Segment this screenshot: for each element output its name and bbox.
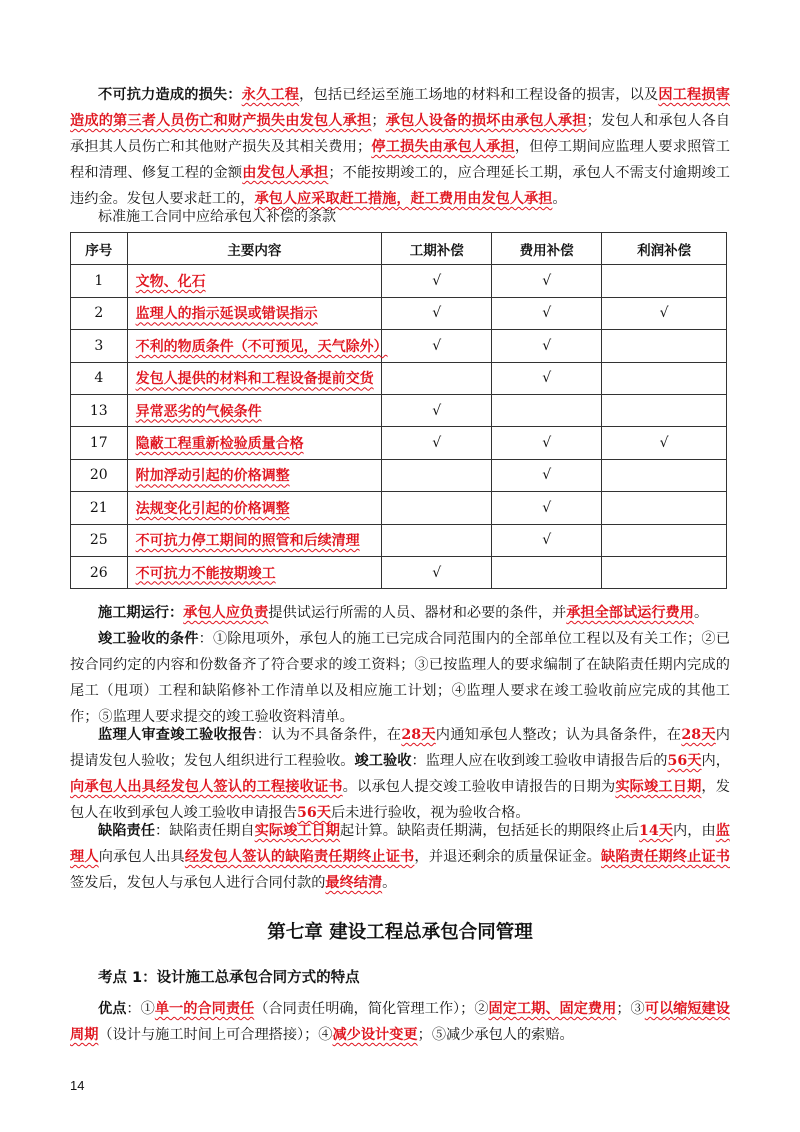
chapter-title: 第七章 建设工程总承包合同管理 xyxy=(267,922,533,943)
cell-no: 3 xyxy=(71,330,128,362)
cell-profit: √ xyxy=(602,297,727,329)
header-profit-comp: 利润补偿 xyxy=(602,233,727,265)
table-row xyxy=(71,394,727,426)
cell-profit xyxy=(602,265,727,297)
paragraph-force-majeure: 不可抗力造成的损失：永久工程，包括已经运至施工场地的材料和工程设备的损害，以及因工程损害造成的第三者人员伤亡和财产损失由发包人承担；承包人设备的损坏由承包人承担；发包人和承包人各自承担其人员伤亡和其他财产损失及其相关费用；停工损失由承包人承担，但停工期间应监理人要求照管工程和清理、修复工程的金额由发包人承担；不能按期竣工的，应合理延长工期，承包人不需支付逾期竣工违约金。发包人要求赶工的，承包人应采取赶工措施，赶工费用由发包人承担。 xyxy=(70,87,730,207)
cell-cost: √ xyxy=(492,265,602,297)
page-number: 14 xyxy=(70,1078,85,1093)
cell-cost: √ xyxy=(492,524,602,556)
term-acceptance-conditions: 竣工验收的条件 xyxy=(98,631,199,647)
cell-time xyxy=(382,362,492,394)
term-trial-run: 施工期运行： xyxy=(98,605,184,621)
cell-content: 附加浮动引起的价格调整 xyxy=(127,459,382,491)
paragraph-acceptance-conditions: 竣工验收的条件：①除甩项外，承包人的施工已完成合同范围内的全部单位工程以及有关工作；②已按合同约定的内容和份数备齐了符合要求的竣工资料；③已按监理人的要求编制了在缺陷责任期内完成的尾工（甩项）工程和缺陷修补工作清单以及相应施工计划；④监理人要求在竣工验收前应完成的其他工作；⑤监理人要求提交的竣工验收资料清单。 xyxy=(70,631,730,725)
cell-no: 1 xyxy=(71,265,128,297)
cell-profit xyxy=(602,556,727,588)
section-heading: 考点 1：设计施工总承包合同方式的特点 xyxy=(98,970,360,986)
paragraph-acceptance-review: 监理人审查竣工验收报告：认为不具备条件，在28天内通知承包人整改；认为具备条件，在28天内提请发包人验收；发包人组织进行工程验收。竣工验收：监理人应在收到竣工验收申请报告后的56天内，向承包人出具经发包人签认的工程接收证书。以承包人提交竣工验收申请报告的日期为实际竣工日期，发包人在收到承包人竣工验收申请报告56天后未进行验收，视为验收合格。 xyxy=(70,727,730,821)
cell-cost: √ xyxy=(492,492,602,524)
paragraph-advantages: 优点：①单一的合同责任（合同责任明确，简化管理工作）；②固定工期、固定费用；③可以缩短建设周期（设计与施工时间上可合理搭接）；④减少设计变更；⑤减少承包人的索赔。 xyxy=(70,1001,730,1043)
cell-time: √ xyxy=(382,265,492,297)
cell-cost: √ xyxy=(492,427,602,459)
table-row xyxy=(71,524,727,556)
table-caption: 标准施工合同中应给承包人补偿的条款 xyxy=(98,209,336,225)
paragraph-defect-liability: 缺陷责任：缺陷责任期自实际竣工日期起计算。缺陷责任期满，包括延长的期限终止后14天内，由监理人向承包人出具经发包人签认的缺陷责任期终止证书，并退还剩余的质量保证金。缺陷责任期终止证书签发后，发包人与承包人进行合同付款的最终结清。 xyxy=(70,823,730,891)
cell-profit xyxy=(602,394,727,426)
table-row xyxy=(71,492,727,524)
cell-time: √ xyxy=(382,394,492,426)
cell-time: √ xyxy=(382,427,492,459)
header-cost-comp: 费用补偿 xyxy=(492,233,602,265)
cell-cost xyxy=(492,394,602,426)
header-no: 序号 xyxy=(71,233,128,265)
term-defect-liability: 缺陷责任 xyxy=(98,823,155,839)
table-row xyxy=(71,330,727,362)
cell-content: 异常恶劣的气候条件 xyxy=(127,394,382,426)
cell-profit xyxy=(602,492,727,524)
cell-no: 13 xyxy=(71,394,128,426)
cell-content: 不可抗力不能按期竣工 xyxy=(127,556,382,588)
cell-no: 21 xyxy=(71,492,128,524)
cell-content: 隐蔽工程重新检验质量合格 xyxy=(127,427,382,459)
compensation-table xyxy=(70,232,727,589)
cell-no: 4 xyxy=(71,362,128,394)
paragraph-trial-run: 施工期运行：承包人应负责提供试运行所需的人员、器材和必要的条件，并承担全部试运行费用。 xyxy=(98,605,709,621)
table-row xyxy=(71,459,727,491)
term-completion-acceptance: 竣工验收 xyxy=(354,753,412,769)
cell-profit: √ xyxy=(602,427,727,459)
cell-profit xyxy=(602,362,727,394)
table-row xyxy=(71,427,727,459)
cell-time xyxy=(382,459,492,491)
cell-content: 监理人的指示延误或错误指示 xyxy=(127,297,382,329)
cell-profit xyxy=(602,524,727,556)
cell-cost: √ xyxy=(492,330,602,362)
cell-no: 17 xyxy=(71,427,128,459)
table-row xyxy=(71,556,727,588)
cell-cost: √ xyxy=(492,297,602,329)
cell-time xyxy=(382,524,492,556)
cell-no: 26 xyxy=(71,556,128,588)
cell-no: 20 xyxy=(71,459,128,491)
cell-no: 2 xyxy=(71,297,128,329)
cell-content: 文物、化石 xyxy=(127,265,382,297)
cell-cost: √ xyxy=(492,459,602,491)
term-force-majeure-loss: 不可抗力造成的损失： xyxy=(98,87,242,103)
cell-time xyxy=(382,492,492,524)
cell-no: 25 xyxy=(71,524,128,556)
cell-time: √ xyxy=(382,297,492,329)
cell-content: 不可抗力停工期间的照管和后续清理 xyxy=(127,524,382,556)
header-content: 主要内容 xyxy=(127,233,382,265)
cell-time: √ xyxy=(382,330,492,362)
term-advantages: 优点 xyxy=(98,1001,127,1017)
header-time-comp: 工期补偿 xyxy=(382,233,492,265)
table-row xyxy=(71,265,727,297)
cell-cost: √ xyxy=(492,362,602,394)
term-acceptance-review: 监理人审查竣工验收报告 xyxy=(98,727,257,743)
cell-cost xyxy=(492,556,602,588)
cell-profit xyxy=(602,330,727,362)
cell-content: 法规变化引起的价格调整 xyxy=(127,492,382,524)
table-header-row xyxy=(71,233,727,265)
cell-time: √ xyxy=(382,556,492,588)
cell-content: 发包人提供的材料和工程设备提前交货 xyxy=(127,362,382,394)
table-row xyxy=(71,297,727,329)
cell-profit xyxy=(602,459,727,491)
table-row xyxy=(71,362,727,394)
cell-content: 不利的物质条件（不可预见，天气除外） xyxy=(127,330,382,362)
